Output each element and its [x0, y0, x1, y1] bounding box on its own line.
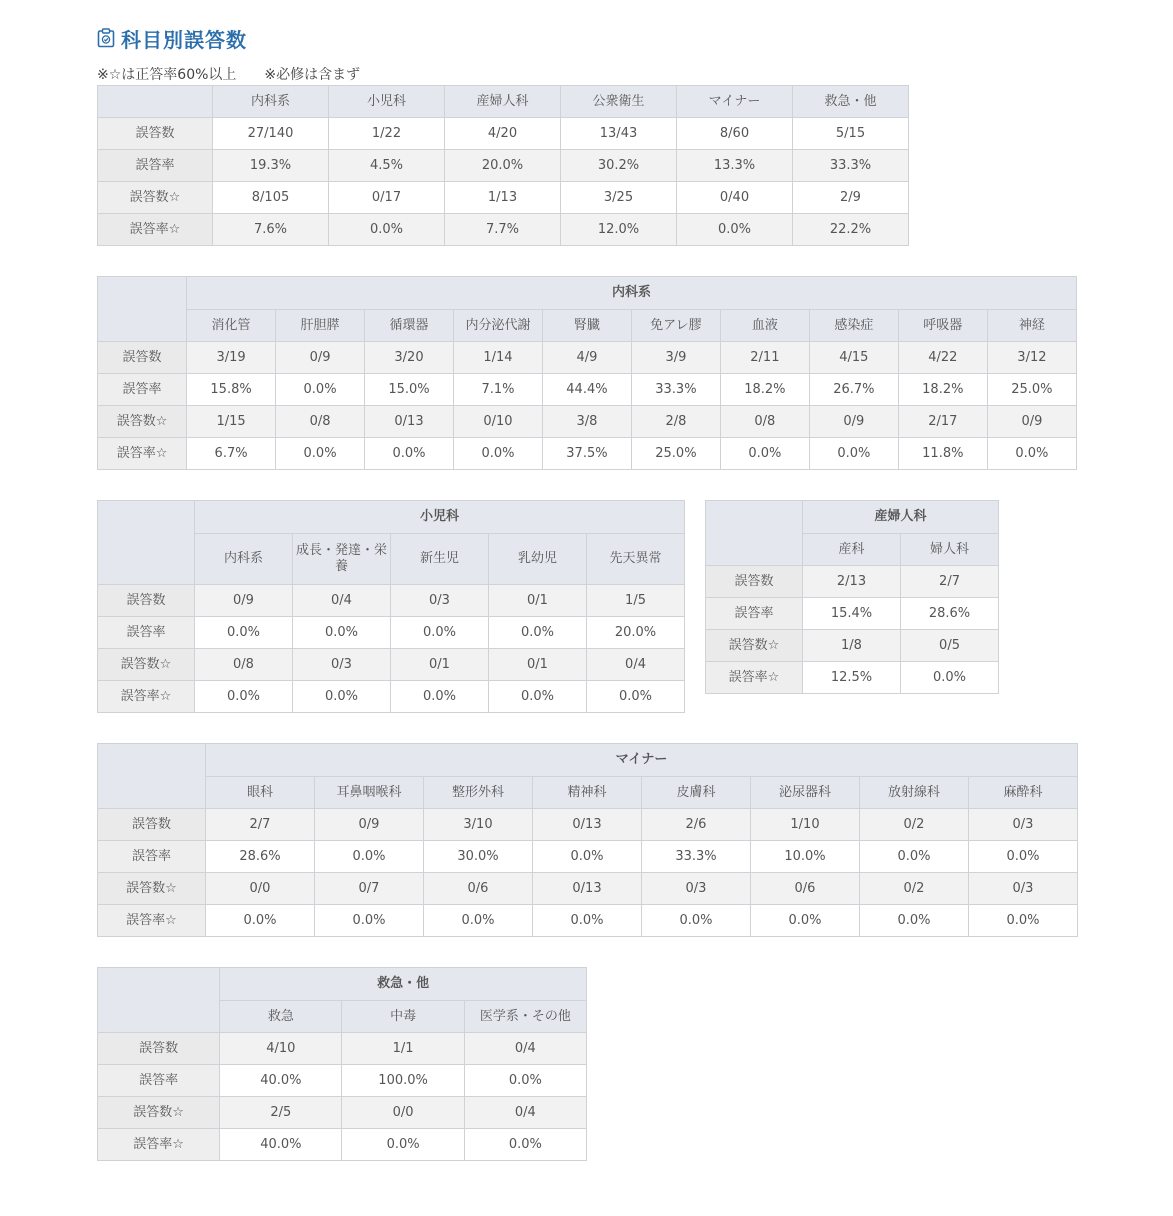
table-cell: 0/8 [195, 649, 293, 681]
table-cell: 0.0% [860, 841, 969, 873]
table-cell: 0/9 [276, 342, 365, 374]
table-cell: 0/6 [424, 873, 533, 905]
table-cell: 0.0% [751, 905, 860, 937]
group-header: マイナー [206, 744, 1078, 777]
table-cell: 0.0% [195, 681, 293, 713]
table-cell: 0/3 [969, 809, 1078, 841]
row-label: 誤答数 [98, 342, 187, 374]
table-cell: 0.0% [453, 438, 542, 470]
table-cell: 37.5% [542, 438, 631, 470]
summary-table [97, 85, 909, 246]
table-cell: 25.0% [631, 438, 720, 470]
table-row [706, 662, 999, 694]
table-cell: 0/9 [315, 809, 424, 841]
table-row [98, 617, 685, 649]
table-cell: 2/9 [793, 182, 909, 214]
table-cell: 18.2% [898, 374, 987, 406]
table-row [98, 374, 1077, 406]
column-header: 免アレ膠 [631, 310, 720, 342]
table-cell: 3/12 [987, 342, 1076, 374]
table-cell: 0.0% [315, 841, 424, 873]
table-cell: 20.0% [587, 617, 685, 649]
column-header: 産婦人科 [445, 86, 561, 118]
row-label: 誤答数 [98, 1033, 220, 1065]
table-cell: 2/7 [206, 809, 315, 841]
column-header: 麻酔科 [969, 777, 1078, 809]
table-cell: 40.0% [220, 1129, 342, 1161]
column-header: 中毒 [342, 1001, 464, 1033]
table-cell: 25.0% [987, 374, 1076, 406]
table-cell: 4/9 [542, 342, 631, 374]
row-label: 誤答率☆ [98, 214, 213, 246]
row-label: 誤答数 [98, 809, 206, 841]
table-cell: 0.0% [720, 438, 809, 470]
corner-cell [98, 968, 220, 1033]
column-header: 整形外科 [424, 777, 533, 809]
table-cell: 33.3% [642, 841, 751, 873]
row-label: 誤答率 [98, 841, 206, 873]
row-label: 誤答率 [706, 598, 803, 630]
table-cell: 15.8% [187, 374, 276, 406]
table-row [98, 649, 685, 681]
table-cell: 2/6 [642, 809, 751, 841]
row-label: 誤答率☆ [706, 662, 803, 694]
row-label: 誤答率☆ [98, 905, 206, 937]
table-cell: 0/13 [365, 406, 454, 438]
table-row [98, 1097, 587, 1129]
table-cell: 28.6% [206, 841, 315, 873]
group-header: 小児科 [195, 501, 685, 534]
row-label: 誤答数☆ [98, 873, 206, 905]
table-cell: 15.4% [803, 598, 901, 630]
table-cell: 2/11 [720, 342, 809, 374]
corner-cell [98, 744, 206, 809]
table-cell: 19.3% [213, 150, 329, 182]
table-cell: 3/9 [631, 342, 720, 374]
table-cell: 0.0% [206, 905, 315, 937]
table-cell: 3/20 [365, 342, 454, 374]
corner-cell [706, 501, 803, 566]
table-cell: 4/22 [898, 342, 987, 374]
column-header: 放射線科 [860, 777, 969, 809]
table-cell: 33.3% [631, 374, 720, 406]
table-row [98, 681, 685, 713]
table-cell: 0/8 [720, 406, 809, 438]
section-title [97, 24, 247, 52]
table-cell: 44.4% [542, 374, 631, 406]
table-cell: 0/6 [751, 873, 860, 905]
table-cell: 0/3 [969, 873, 1078, 905]
table-cell: 0/4 [464, 1097, 586, 1129]
table-cell: 2/13 [803, 566, 901, 598]
table-row [98, 905, 1078, 937]
table-cell: 0/8 [276, 406, 365, 438]
table-row [98, 406, 1077, 438]
table-cell: 0/1 [489, 585, 587, 617]
table-cell: 2/17 [898, 406, 987, 438]
table-cell: 0.0% [276, 374, 365, 406]
table-cell: 0.0% [901, 662, 999, 694]
table-cell: 0/10 [453, 406, 542, 438]
row-label: 誤答率 [98, 150, 213, 182]
table-cell: 3/25 [561, 182, 677, 214]
table-cell: 0.0% [987, 438, 1076, 470]
table-row [98, 1065, 587, 1097]
row-label: 誤答数☆ [98, 182, 213, 214]
table-cell: 0.0% [587, 681, 685, 713]
shoni-table [97, 500, 685, 713]
table-cell: 0.0% [533, 905, 642, 937]
table-cell: 0.0% [293, 681, 391, 713]
kyukyu-table [97, 967, 587, 1161]
table-cell: 0/3 [391, 585, 489, 617]
row-label: 誤答率☆ [98, 1129, 220, 1161]
row-label: 誤答数☆ [98, 1097, 220, 1129]
table-cell: 0/5 [901, 630, 999, 662]
row-label: 誤答数☆ [98, 406, 187, 438]
table-cell: 28.6% [901, 598, 999, 630]
table-cell: 27/140 [213, 118, 329, 150]
table-cell: 26.7% [809, 374, 898, 406]
table-cell: 0/17 [329, 182, 445, 214]
table-cell: 0.0% [464, 1129, 586, 1161]
table-cell: 0.0% [809, 438, 898, 470]
table-row [98, 342, 1077, 374]
column-header: 公衆衛生 [561, 86, 677, 118]
table-row [98, 841, 1078, 873]
corner-cell [98, 501, 195, 585]
table-cell: 30.2% [561, 150, 677, 182]
table-cell: 1/10 [751, 809, 860, 841]
table-cell: 100.0% [342, 1065, 464, 1097]
table-cell: 0/1 [489, 649, 587, 681]
row-label: 誤答数☆ [706, 630, 803, 662]
column-header: 新生児 [391, 534, 489, 585]
table-cell: 0/13 [533, 809, 642, 841]
table-cell: 1/5 [587, 585, 685, 617]
table-cell: 0/9 [195, 585, 293, 617]
table-cell: 4/10 [220, 1033, 342, 1065]
table-cell: 3/19 [187, 342, 276, 374]
table-cell: 0/9 [809, 406, 898, 438]
table-row [98, 182, 909, 214]
table-cell: 2/5 [220, 1097, 342, 1129]
group-header-row [98, 501, 685, 534]
table-row [98, 809, 1078, 841]
row-label: 誤答数☆ [98, 649, 195, 681]
column-header: 成長・発達・栄養 [293, 534, 391, 585]
table-cell: 3/10 [424, 809, 533, 841]
group-header: 救急・他 [220, 968, 587, 1001]
table-cell: 0/2 [860, 873, 969, 905]
table-cell: 4.5% [329, 150, 445, 182]
column-header: 消化管 [187, 310, 276, 342]
table-cell: 0.0% [489, 681, 587, 713]
header-row [98, 777, 1078, 809]
table-cell: 0.0% [969, 841, 1078, 873]
table-cell: 22.2% [793, 214, 909, 246]
corner-cell [98, 86, 213, 118]
table-cell: 0/2 [860, 809, 969, 841]
column-header: 産科 [803, 534, 901, 566]
minor-table [97, 743, 1078, 937]
table-cell: 12.0% [561, 214, 677, 246]
table-cell: 1/14 [453, 342, 542, 374]
table-cell: 0.0% [365, 438, 454, 470]
row-label: 誤答数 [706, 566, 803, 598]
table-row [98, 150, 909, 182]
table-cell: 10.0% [751, 841, 860, 873]
table-cell: 0/3 [293, 649, 391, 681]
table-cell: 1/13 [445, 182, 561, 214]
table-cell: 0/7 [315, 873, 424, 905]
table-cell: 2/7 [901, 566, 999, 598]
table-row [98, 438, 1077, 470]
column-header: 医学系・その他 [464, 1001, 586, 1033]
table-cell: 0/4 [293, 585, 391, 617]
table-cell: 20.0% [445, 150, 561, 182]
page-title: 科目別誤答数 [121, 27, 247, 52]
column-header: 小児科 [329, 86, 445, 118]
table-cell: 15.0% [365, 374, 454, 406]
table-cell: 1/8 [803, 630, 901, 662]
table-cell: 0.0% [342, 1129, 464, 1161]
column-header: 内分泌代謝 [453, 310, 542, 342]
table-cell: 0/13 [533, 873, 642, 905]
table-cell: 0.0% [489, 617, 587, 649]
clipboard-check-icon [97, 28, 115, 48]
table-cell: 0.0% [195, 617, 293, 649]
table-row [706, 566, 999, 598]
naika-table [97, 276, 1077, 470]
table-cell: 0.0% [642, 905, 751, 937]
row-label: 誤答率☆ [98, 438, 187, 470]
table-row [98, 118, 909, 150]
header-row [98, 310, 1077, 342]
table-cell: 0.0% [677, 214, 793, 246]
table-cell: 0.0% [276, 438, 365, 470]
column-header: 耳鼻咽喉科 [315, 777, 424, 809]
table-cell: 1/22 [329, 118, 445, 150]
table-cell: 0/3 [642, 873, 751, 905]
column-header: 精神科 [533, 777, 642, 809]
column-header: 血液 [720, 310, 809, 342]
table-cell: 1/15 [187, 406, 276, 438]
column-header: 眼科 [206, 777, 315, 809]
column-header: 内科系 [213, 86, 329, 118]
table-cell: 6.7% [187, 438, 276, 470]
corner-cell [98, 277, 187, 342]
row-label: 誤答率 [98, 617, 195, 649]
column-header: 肝胆膵 [276, 310, 365, 342]
table-cell: 0.0% [329, 214, 445, 246]
group-header: 産婦人科 [803, 501, 999, 534]
column-header: 感染症 [809, 310, 898, 342]
table-cell: 0/0 [342, 1097, 464, 1129]
group-header-row [98, 744, 1078, 777]
column-header: 神経 [987, 310, 1076, 342]
table-cell: 4/15 [809, 342, 898, 374]
column-header: 循環器 [365, 310, 454, 342]
table-row [706, 630, 999, 662]
column-header: 乳幼児 [489, 534, 587, 585]
table-cell: 18.2% [720, 374, 809, 406]
table-cell: 0/9 [987, 406, 1076, 438]
table-cell: 11.8% [898, 438, 987, 470]
column-header: 内科系 [195, 534, 293, 585]
table-cell: 7.1% [453, 374, 542, 406]
table-cell: 0.0% [391, 681, 489, 713]
table-cell: 0.0% [860, 905, 969, 937]
table-cell: 12.5% [803, 662, 901, 694]
table-row [98, 873, 1078, 905]
column-header: 婦人科 [901, 534, 999, 566]
column-header: 救急 [220, 1001, 342, 1033]
table-cell: 0.0% [464, 1065, 586, 1097]
table-cell: 3/8 [542, 406, 631, 438]
table-cell: 0.0% [533, 841, 642, 873]
table-cell: 30.0% [424, 841, 533, 873]
table-cell: 0/1 [391, 649, 489, 681]
table-cell: 0/4 [464, 1033, 586, 1065]
column-header: 泌尿器科 [751, 777, 860, 809]
table-cell: 0/4 [587, 649, 685, 681]
column-header: 腎臓 [542, 310, 631, 342]
column-header: 救急・他 [793, 86, 909, 118]
table-row [98, 1033, 587, 1065]
table-cell: 1/1 [342, 1033, 464, 1065]
group-header-row [98, 277, 1077, 310]
column-header: 呼吸器 [898, 310, 987, 342]
table-cell: 0.0% [315, 905, 424, 937]
table-cell: 33.3% [793, 150, 909, 182]
column-header: マイナー [677, 86, 793, 118]
table-row [706, 598, 999, 630]
row-label: 誤答率 [98, 374, 187, 406]
table-cell: 4/20 [445, 118, 561, 150]
table-cell: 0.0% [424, 905, 533, 937]
table-cell: 0/0 [206, 873, 315, 905]
table-cell: 8/60 [677, 118, 793, 150]
table-row [98, 214, 909, 246]
table-cell: 7.7% [445, 214, 561, 246]
row-label: 誤答数 [98, 585, 195, 617]
table-cell: 40.0% [220, 1065, 342, 1097]
table-cell: 8/105 [213, 182, 329, 214]
table-cell: 2/8 [631, 406, 720, 438]
header-row [98, 86, 909, 118]
column-header: 皮膚科 [642, 777, 751, 809]
table-row [98, 1129, 587, 1161]
table-cell: 13/43 [561, 118, 677, 150]
table-cell: 13.3% [677, 150, 793, 182]
table-cell: 0/40 [677, 182, 793, 214]
group-header: 内科系 [187, 277, 1077, 310]
group-header-row [706, 501, 999, 534]
table-cell: 0.0% [391, 617, 489, 649]
row-label: 誤答率 [98, 1065, 220, 1097]
row-label: 誤答数 [98, 118, 213, 150]
column-header: 先天異常 [587, 534, 685, 585]
group-header-row [98, 968, 587, 1001]
note-text: ※☆は正答率60%以上 ※必修は含まず [97, 67, 361, 83]
table-cell: 5/15 [793, 118, 909, 150]
sanfujinka-table [705, 500, 999, 694]
table-cell: 0.0% [969, 905, 1078, 937]
row-label: 誤答率☆ [98, 681, 195, 713]
table-row [98, 585, 685, 617]
table-cell: 0.0% [293, 617, 391, 649]
table-cell: 7.6% [213, 214, 329, 246]
